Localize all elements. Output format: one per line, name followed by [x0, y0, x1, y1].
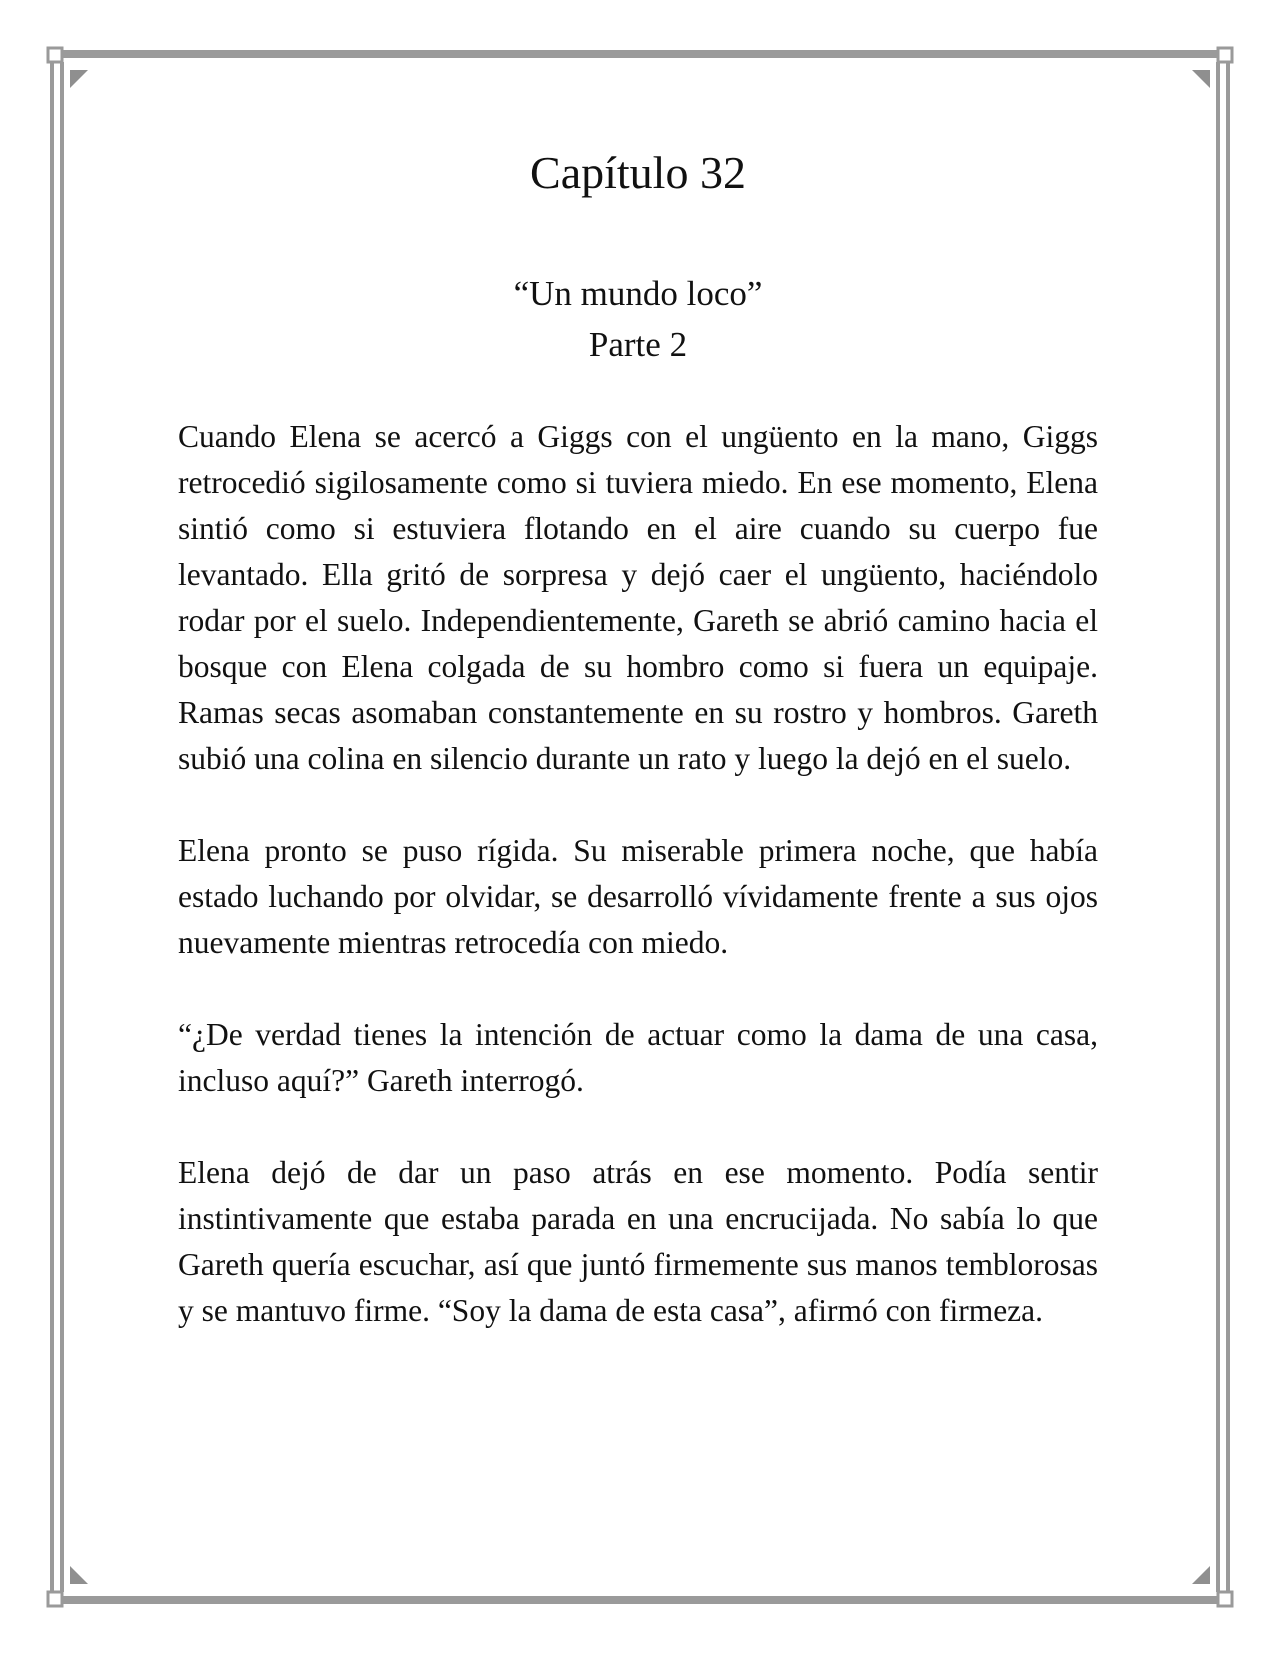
chapter-subtitle [178, 268, 1098, 370]
paragraph: Elena pronto se puso rígida. Su miserable primera noche, que había estado luchando por olvidar, se desarrolló vívidamente frente a sus ojos nuevamente mientras retrocedía con miedo. [178, 833, 1098, 960]
chapter-title: Capítulo 32 [530, 147, 746, 198]
paragraph: Elena dejó de dar un paso atrás en ese momento. Podía sentir instintivamente que estaba parada en una encrucijada. No sabía lo que Gareth quería escuchar, así que juntó firmemente sus manos temblorosas y se mantuvo firme. “Soy la dama de esta casa”, afirmó con firmeza. [178, 1155, 1098, 1328]
body-text [178, 414, 1098, 1380]
paragraph: Cuando Elena se acercó a Giggs con el ungüento en la mano, Giggs retrocedió sigilosamente como si tuviera miedo. En ese momento, Elena sintió como si estuviera flotando en el aire cuando su cuerpo fue levantado. Ella gritó de sorpresa y dejó caer el ungüento, haciéndolo rodar por el suelo. Independientemente, Gareth se abrió camino hacia el bosque con Elena colgada de su hombro como si fuera un equipaje. Ramas secas asomaban constantemente en su rostro y hombros. Gareth subió una colina en silencio durante un rato y luego la dejó en el suelo. [178, 419, 1098, 776]
subtitle-part: Parte 2 [588, 325, 688, 364]
paragraph: “¿De verdad tienes la intención de actuar como la dama de una casa, incluso aquí?” Gareth interrogó. [178, 1017, 1098, 1098]
subtitle-line: “Un mundo loco” [513, 274, 763, 313]
